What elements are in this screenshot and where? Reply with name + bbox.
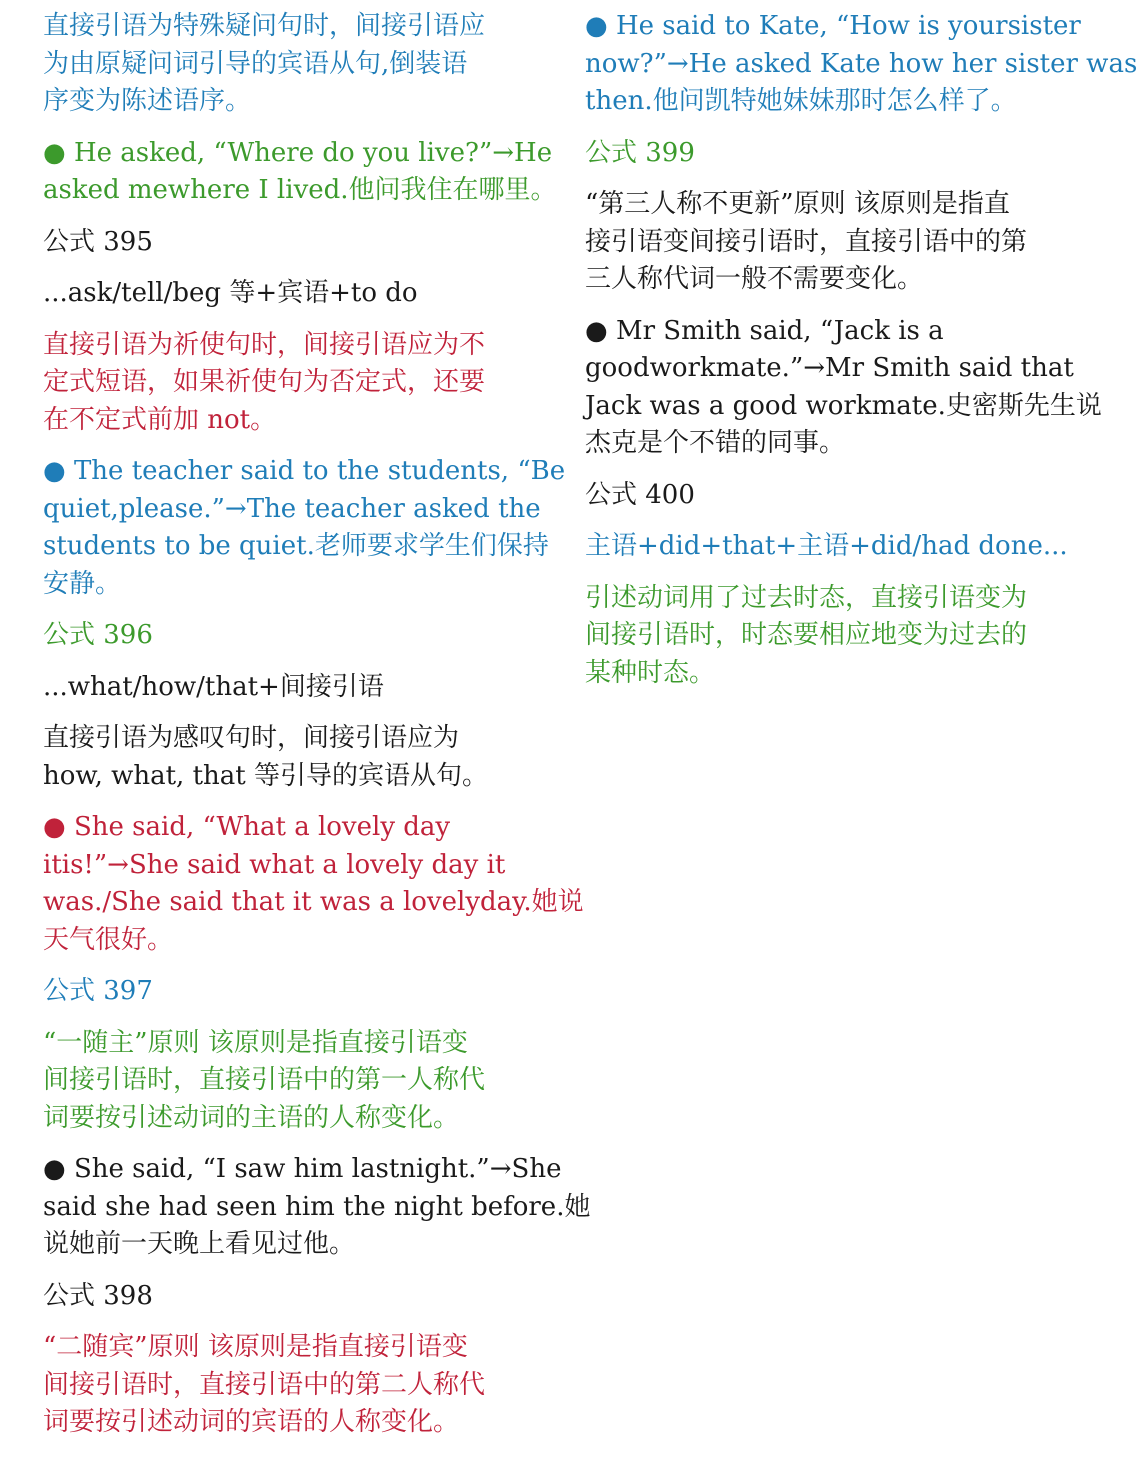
formula-heading [43,1278,543,1316]
text-line: ● He asked, “Where do you live?”→He [43,137,553,168]
text-line: 公式 397 [43,976,153,1006]
text-line: then.他问凯特她妹妹那时怎么样了。 [585,86,1017,116]
text-line: ● He said to Kate, “How is yoursister [585,11,1081,41]
text-line: 间接引语时，时态要相应地变为过去的 [585,620,1028,650]
text-line: “一随主”原则 该原则是指直接引语变 [43,1027,468,1058]
text-line: 公式 399 [585,137,695,168]
text-line: itis!”→She said what a lovely day it [43,849,506,880]
text-line: 定式短语，如果祈使句为否定式，还要 [43,367,486,397]
text-line: 三人称代词一般不需要变化。 [585,264,924,294]
paragraph [43,8,543,121]
text-line: “第三人称不更新”原则 该原则是指直 [585,189,1010,219]
formula-heading [43,973,543,1011]
formula-heading [43,617,543,655]
text-line: ...ask/tell/beg 等+宾语+to do [43,278,418,308]
paragraph [585,186,1075,299]
text-line: 引述动词用了过去时态，直接引语变为 [585,582,1028,613]
text-line: 直接引语为特殊疑问句时，间接引语应 [43,11,486,41]
formula-heading [585,135,1075,173]
paragraph [585,580,1075,693]
text-line: ● Mr Smith said, “Jack is a [585,315,944,346]
text-line: 直接引语为祈使句时，间接引语应为不 [43,329,486,360]
text-line: 词要按引述动词的主语的人称变化。 [43,1102,460,1133]
text-line: ● She said, “I saw him lastnight.”→She [43,1154,562,1184]
example-sentence [43,809,584,959]
formula-heading [585,477,1075,515]
text-line: Jack was a good workmate.史密斯先生说 [585,390,1102,421]
text-line: quiet,please.”→The teacher asked the [43,493,541,524]
right-column [585,8,1137,706]
text-line: said she had seen him the night before.她 [43,1191,591,1222]
text-line: 序变为陈述语序。 [43,86,252,116]
text-line: goodworkmate.”→Mr Smith said that [585,353,1074,383]
text-line: 词要按引述动词的宾语的人称变化。 [43,1407,460,1437]
text-line: “二随宾”原则 该原则是指直接引语变 [43,1332,468,1362]
text-line: 杰克是个不错的同事。 [585,428,846,458]
text-line: how, what, that 等引导的宾语从句。 [43,760,488,791]
text-line: 为由原疑问词引导的宾语从句,倒装语 [43,48,468,79]
text-line: 直接引语为感叹句时，间接引语应为 [43,723,460,753]
text-line: 安静。 [43,568,122,599]
example-sentence [43,1151,591,1264]
text-line: 公式 395 [43,226,153,257]
text-line: 在不定式前加 not。 [43,404,277,435]
paragraph [43,327,543,440]
example-sentence [585,313,1102,463]
text-line: asked mewhere I lived.他问我住在哪里。 [43,175,557,205]
text-line: 公式 396 [43,620,153,650]
text-line: 天气很好。 [43,924,174,955]
example-sentence [43,453,566,603]
formula-pattern [43,275,543,313]
formula-pattern [43,669,543,707]
text-line: 接引语变间接引语时，直接引语中的第 [585,226,1028,257]
paragraph [43,720,543,795]
formula-pattern [585,528,1075,566]
text-line: 间接引语时，直接引语中的第一人称代 [43,1065,486,1095]
text-line: 主语+did+that+主语+did/had done... [585,531,1068,561]
text-line: 间接引语时，直接引语中的第二人称代 [43,1369,486,1400]
example-sentence [43,135,557,210]
text-line: ● She said, “What a lovely day [43,812,451,842]
text-line: 公式 398 [43,1280,153,1311]
text-line: ...what/how/that+间接引语 [43,671,384,702]
text-line: students to be quiet.老师要求学生们保持 [43,531,549,561]
text-line: 某种时态。 [585,657,716,688]
text-line: ● The teacher said to the students, “Be [43,456,566,486]
text-line: now?”→He asked Kate how her sister was [585,48,1137,79]
text-line: 公式 400 [585,479,695,510]
text-line: was./She said that it was a lovelyday.她说 [43,887,584,917]
text-line: 说她前一天晚上看见过他。 [43,1229,356,1259]
paragraph [43,1025,543,1138]
formula-heading [43,224,543,262]
example-sentence [585,8,1137,121]
paragraph [43,1329,543,1442]
left-column [43,8,591,1456]
